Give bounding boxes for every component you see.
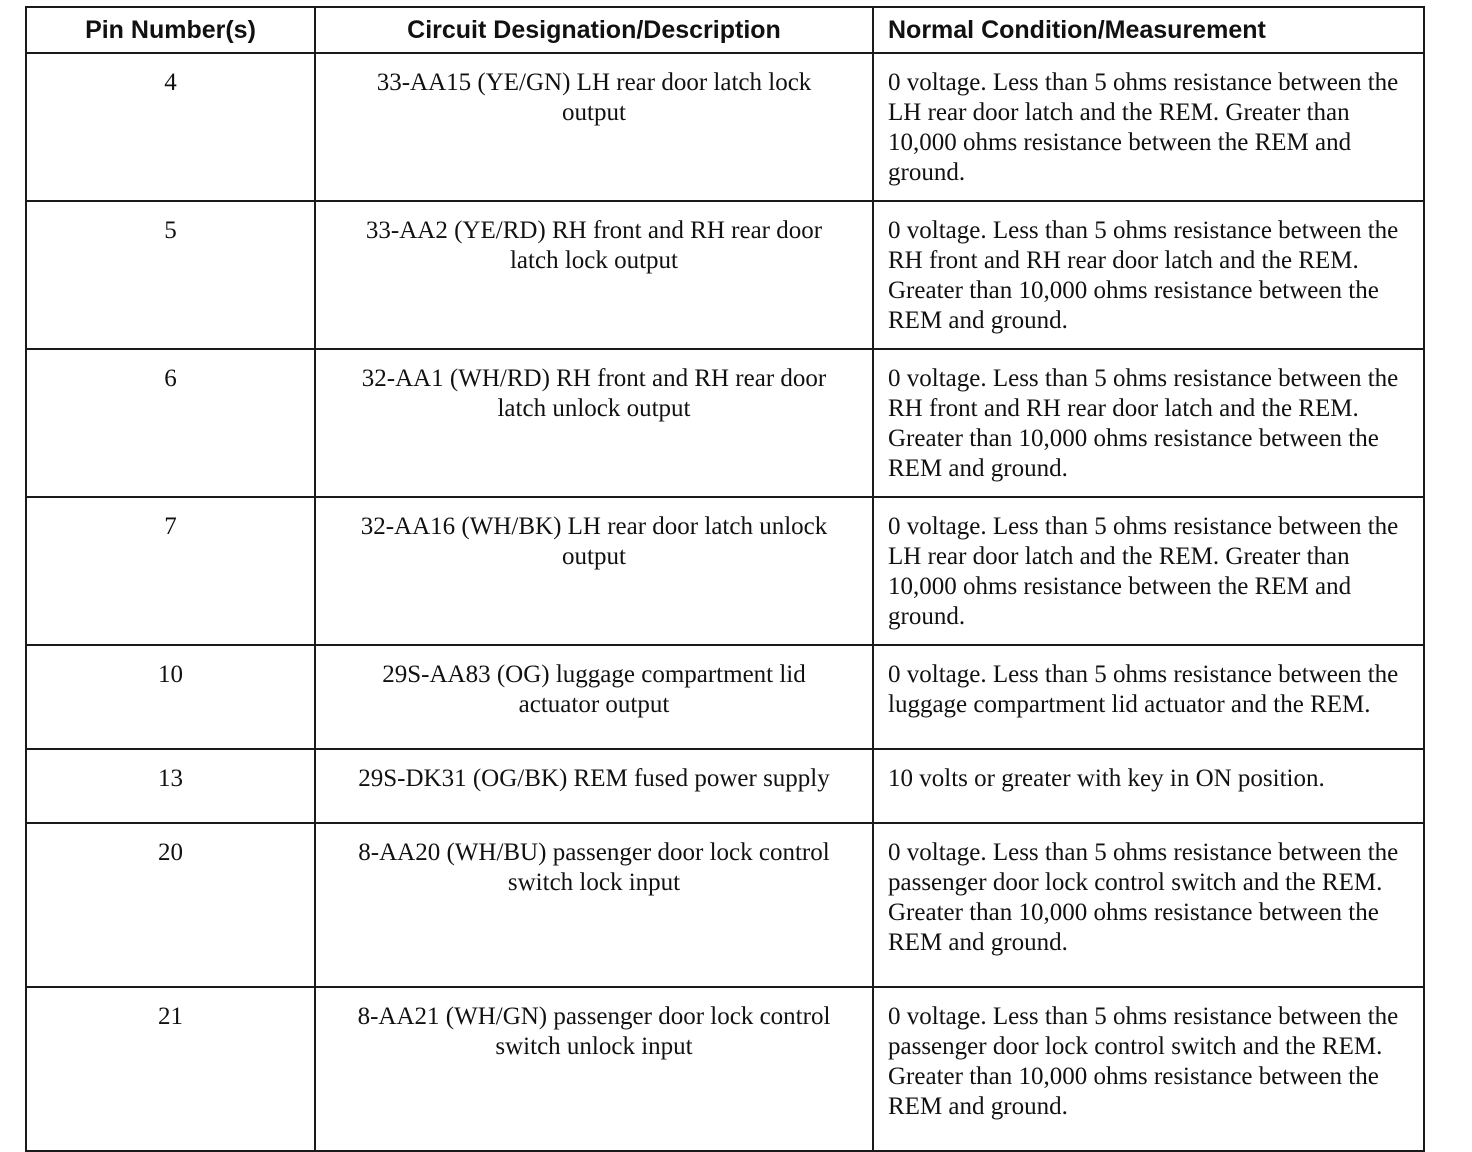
table-row bbox=[26, 645, 1424, 749]
table-row bbox=[26, 987, 1424, 1151]
pin-number-cell: 10 bbox=[26, 645, 315, 749]
pin-number-cell: 5 bbox=[26, 201, 315, 349]
circuit-description-cell: 8-AA21 (WH/GN) passenger door lock control switch unlock input bbox=[315, 987, 873, 1151]
table-row bbox=[26, 53, 1424, 201]
condition-cell: 0 voltage. Less than 5 ohms resistance between the LH rear door latch and the REM. Greater than 10,000 ohms resistance between the REM and ground. bbox=[873, 53, 1424, 201]
table-row bbox=[26, 201, 1424, 349]
condition-cell: 0 voltage. Less than 5 ohms resistance between the LH rear door latch and the REM. Greater than 10,000 ohms resistance between the REM and ground. bbox=[873, 497, 1424, 645]
circuit-description-cell: 29S-AA83 (OG) luggage compartment lid actuator output bbox=[315, 645, 873, 749]
column-header-pin-number: Pin Number(s) bbox=[26, 7, 315, 53]
pin-number-cell: 6 bbox=[26, 349, 315, 497]
circuit-description-cell: 33-AA2 (YE/RD) RH front and RH rear door latch lock output bbox=[315, 201, 873, 349]
table-row bbox=[26, 749, 1424, 823]
table-row bbox=[26, 823, 1424, 987]
table-header bbox=[26, 7, 1424, 53]
table-row bbox=[26, 497, 1424, 645]
condition-cell: 0 voltage. Less than 5 ohms resistance between the luggage compartment lid actuator and the REM. bbox=[873, 645, 1424, 749]
condition-cell: 0 voltage. Less than 5 ohms resistance between the RH front and RH rear door latch and the REM. Greater than 10,000 ohms resistance between the REM and ground. bbox=[873, 201, 1424, 349]
column-header-circuit-designation: Circuit Designation/Description bbox=[315, 7, 873, 53]
table-row bbox=[26, 349, 1424, 497]
condition-cell: 0 voltage. Less than 5 ohms resistance between the passenger door lock control switch and the REM. Greater than 10,000 ohms resistance between the REM and ground. bbox=[873, 987, 1424, 1151]
pin-number-cell: 13 bbox=[26, 749, 315, 823]
pin-number-cell: 21 bbox=[26, 987, 315, 1151]
condition-cell: 0 voltage. Less than 5 ohms resistance between the passenger door lock control switch and the REM. Greater than 10,000 ohms resistance between the REM and ground. bbox=[873, 823, 1424, 987]
circuit-description-cell: 32-AA1 (WH/RD) RH front and RH rear door latch unlock output bbox=[315, 349, 873, 497]
header-row bbox=[26, 7, 1424, 53]
pin-specification-table bbox=[25, 6, 1425, 1152]
pin-number-cell: 20 bbox=[26, 823, 315, 987]
condition-cell: 0 voltage. Less than 5 ohms resistance between the RH front and RH rear door latch and the REM. Greater than 10,000 ohms resistance between the REM and ground. bbox=[873, 349, 1424, 497]
condition-cell: 10 volts or greater with key in ON position. bbox=[873, 749, 1424, 823]
circuit-description-cell: 33-AA15 (YE/GN) LH rear door latch lock output bbox=[315, 53, 873, 201]
column-header-normal-condition: Normal Condition/Measurement bbox=[873, 7, 1424, 53]
circuit-description-cell: 8-AA20 (WH/BU) passenger door lock control switch lock input bbox=[315, 823, 873, 987]
circuit-description-cell: 32-AA16 (WH/BK) LH rear door latch unlock output bbox=[315, 497, 873, 645]
pin-number-cell: 7 bbox=[26, 497, 315, 645]
table-body bbox=[26, 53, 1424, 1151]
pin-number-cell: 4 bbox=[26, 53, 315, 201]
circuit-description-cell: 29S-DK31 (OG/BK) REM fused power supply bbox=[315, 749, 873, 823]
